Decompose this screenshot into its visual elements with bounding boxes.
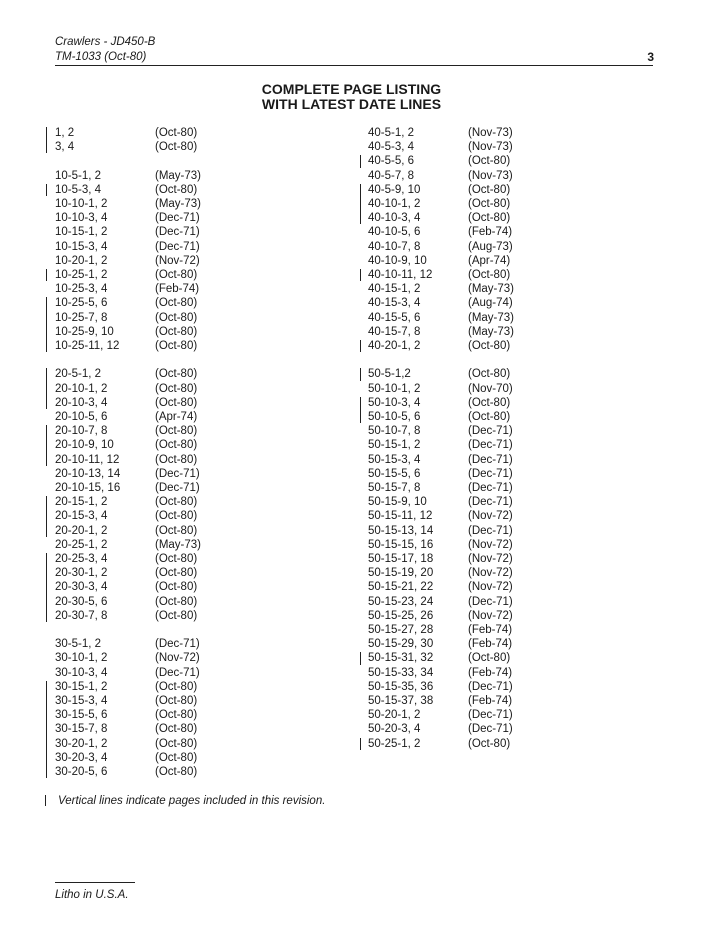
page-ref: 50-5-1,2 — [368, 368, 411, 381]
page-ref: 40-10-5, 6 — [368, 226, 421, 239]
page-ref: 20-30-3, 4 — [55, 581, 108, 594]
page-ref: 50-15-37, 38 — [368, 695, 434, 707]
footnote-revision-bar — [45, 795, 46, 806]
date-line: (Feb-74) — [468, 226, 513, 239]
revision-bar — [46, 425, 47, 466]
page-ref: 50-15-13, 14 — [368, 524, 434, 537]
revision-bar — [46, 681, 47, 778]
page-ref: 50-15-15, 16 — [368, 538, 434, 551]
page-ref: 20-10-5, 6 — [55, 411, 108, 423]
date-line: (Dec-71) — [155, 638, 200, 651]
date-line: (Oct-80) — [155, 553, 198, 565]
date-line: (Nov-72) — [468, 567, 513, 580]
date-line: (Oct-80) — [155, 737, 198, 750]
page-ref: 30-20-1, 2 — [55, 737, 108, 750]
page-ref: 50-15-29, 30 — [368, 638, 434, 651]
date-line: (Dec-71) — [155, 467, 200, 480]
date-line: (May-73) — [468, 283, 515, 296]
page-ref: 40-15-1, 2 — [368, 283, 421, 296]
page-ref: 50-10-7, 8 — [368, 425, 421, 438]
date-line: (May-73) — [468, 325, 515, 338]
footer-rule — [55, 882, 135, 883]
revision-bar — [360, 397, 361, 423]
date-line: (Nov-72) — [155, 652, 200, 665]
date-line: (Oct-80) — [155, 382, 198, 395]
page-ref: 20-30-1, 2 — [55, 567, 108, 580]
page-ref: 50-20-3, 4 — [368, 723, 421, 736]
date-line: (Dec-71) — [468, 496, 513, 509]
page-ref: 20-10-11, 12 — [55, 453, 120, 466]
page-ref: 40-15-7, 8 — [368, 325, 421, 338]
page-ref: 40-15-3, 4 — [368, 297, 421, 310]
page-ref: 20-20-1, 2 — [55, 524, 108, 537]
revision-bar — [360, 340, 361, 352]
page-ref: 40-10-11, 12 — [368, 269, 433, 281]
page-ref: 30-20-5, 6 — [55, 766, 108, 778]
date-line: (Dec-71) — [468, 453, 513, 466]
footer-litho: Litho in U.S.A. — [55, 889, 129, 901]
date-line: (Dec-71) — [468, 709, 513, 722]
page-ref: 30-15-7, 8 — [55, 723, 108, 736]
revision-bar — [360, 368, 361, 380]
date-line: (Oct-80) — [468, 368, 511, 381]
revision-bar — [46, 553, 47, 622]
date-line: (Dec-71) — [468, 482, 513, 494]
date-line: (Oct-80) — [468, 269, 511, 281]
page-ref: 50-15-23, 24 — [368, 595, 434, 608]
page-ref: 50-15-31, 32 — [368, 652, 434, 665]
date-line: (Dec-71) — [155, 482, 200, 494]
revision-bar — [360, 652, 361, 664]
date-line: (Aug-74) — [468, 297, 513, 310]
date-line: (Nov-72) — [468, 538, 513, 551]
page-ref: 10-15-1, 2 — [55, 226, 108, 239]
page-ref: 50-15-17, 18 — [368, 553, 434, 565]
date-line: (Oct-80) — [155, 297, 198, 310]
date-line: (Oct-80) — [155, 425, 198, 438]
date-line: (Feb-74) — [468, 638, 513, 651]
page-ref: 50-15-25, 26 — [368, 609, 434, 622]
date-line: (May-73) — [468, 311, 515, 324]
date-line: (Oct-80) — [155, 127, 198, 139]
page-ref: 30-10-3, 4 — [55, 666, 108, 679]
page-ref: 20-10-1, 2 — [55, 382, 108, 395]
date-line: (Dec-71) — [155, 240, 200, 253]
page-ref: 50-15-7, 8 — [368, 482, 421, 494]
date-line: (Nov-72) — [468, 609, 513, 622]
page-ref: 50-15-9, 10 — [368, 496, 427, 509]
listing-title-line-1: COMPLETE PAGE LISTING — [261, 81, 442, 97]
page-ref: 50-15-11, 12 — [368, 510, 433, 523]
page-ref: 50-15-19, 20 — [368, 567, 434, 580]
date-line: (Oct-80) — [155, 183, 198, 196]
date-line: (Nov-72) — [468, 510, 513, 523]
page-ref: 10-5-3, 4 — [55, 183, 102, 196]
date-line: (Oct-80) — [155, 325, 198, 338]
date-line: (Oct-80) — [155, 524, 198, 537]
page-ref: 20-10-7, 8 — [55, 425, 108, 438]
date-line: (Oct-80) — [155, 311, 198, 324]
revision-bar — [46, 297, 47, 352]
revision-bar — [46, 269, 47, 281]
page-number: 3 — [647, 50, 654, 64]
footnote: Vertical lines indicate pages included in this revision. — [58, 795, 326, 807]
date-line: (Dec-71) — [468, 595, 513, 608]
page-ref: 40-5-7, 8 — [368, 169, 415, 182]
date-line: (Oct-80) — [468, 737, 511, 750]
date-line: (Aug-73) — [468, 240, 513, 253]
page-ref: 20-10-13, 14 — [55, 467, 121, 480]
date-line: (May-73) — [155, 198, 202, 210]
page-ref: 50-10-3, 4 — [368, 396, 421, 409]
page-ref: 50-15-27, 28 — [368, 624, 434, 636]
date-line: (Feb-74) — [155, 283, 200, 296]
date-line: (Nov-70) — [468, 382, 513, 395]
page-ref: 3, 4 — [55, 141, 75, 154]
date-line: (Oct-80) — [155, 269, 198, 281]
revision-bar — [46, 368, 47, 409]
header-manual-id: TM-1033 (Oct-80) — [55, 51, 147, 63]
page-ref: 10-10-1, 2 — [55, 198, 108, 210]
page-ref: 50-20-1, 2 — [368, 709, 421, 722]
page-ref: 30-15-3, 4 — [55, 695, 108, 707]
page-ref: 50-15-5, 6 — [368, 467, 421, 480]
page-ref: 50-25-1, 2 — [368, 737, 421, 750]
page-ref: 20-15-1, 2 — [55, 496, 108, 509]
date-line: (Oct-80) — [155, 368, 198, 381]
page-ref: 30-20-3, 4 — [55, 751, 108, 764]
page-ref: 40-10-3, 4 — [368, 212, 421, 225]
page-ref: 10-25-9, 10 — [55, 325, 114, 338]
date-line: (Oct-80) — [468, 411, 511, 423]
date-line: (Dec-71) — [155, 212, 200, 225]
date-line: (Oct-80) — [468, 212, 511, 225]
page-ref: 50-15-21, 22 — [368, 581, 434, 594]
date-line: (Dec-71) — [468, 425, 513, 438]
date-line: (Oct-80) — [468, 396, 511, 409]
revision-bar — [360, 269, 361, 281]
date-line: (Nov-73) — [468, 127, 513, 139]
page-ref: 10-25-3, 4 — [55, 283, 108, 296]
date-line: (Nov-72) — [155, 254, 200, 267]
page-ref: 40-10-1, 2 — [368, 198, 421, 210]
listing-title-line-2: WITH LATEST DATE LINES — [261, 96, 442, 112]
page-ref: 30-15-1, 2 — [55, 680, 108, 693]
page-ref: 20-10-15, 16 — [55, 482, 121, 494]
header-rule — [55, 65, 653, 66]
date-line: (Oct-80) — [155, 595, 198, 608]
date-line: (Oct-80) — [155, 340, 198, 352]
page-ref: 40-5-3, 4 — [368, 141, 415, 154]
date-line: (Oct-80) — [468, 155, 511, 168]
page-ref: 10-25-7, 8 — [55, 311, 108, 324]
date-line: (Nov-73) — [468, 141, 513, 154]
date-line: (Oct-80) — [155, 695, 198, 707]
page-ref: 40-5-1, 2 — [368, 127, 415, 139]
date-line: (Dec-71) — [468, 723, 513, 736]
date-line: (Dec-71) — [468, 439, 513, 452]
page-ref: 10-25-11, 12 — [55, 340, 120, 352]
page-ref: 40-10-7, 8 — [368, 240, 421, 253]
date-line: (Feb-74) — [468, 695, 513, 707]
date-line: (Nov-72) — [468, 581, 513, 594]
page-ref: 50-15-3, 4 — [368, 453, 421, 466]
revision-bar — [360, 155, 361, 167]
date-line: (Oct-80) — [155, 766, 198, 778]
date-line: (Nov-73) — [468, 169, 513, 182]
date-line: (Oct-80) — [155, 141, 198, 154]
page-ref: 20-25-3, 4 — [55, 553, 108, 565]
page-ref: 40-15-5, 6 — [368, 311, 421, 324]
page-ref: 20-5-1, 2 — [55, 368, 102, 381]
date-line: (Oct-80) — [155, 609, 198, 622]
date-line: (Dec-71) — [155, 666, 200, 679]
revision-bar — [46, 496, 47, 537]
page-ref: 30-5-1, 2 — [55, 638, 102, 651]
page-ref: 20-30-5, 6 — [55, 595, 108, 608]
date-line: (Oct-80) — [155, 567, 198, 580]
page-ref: 50-10-1, 2 — [368, 382, 421, 395]
date-line: (Oct-80) — [468, 198, 511, 210]
header-title: Crawlers - JD450-B — [55, 36, 156, 48]
page-ref: 50-10-5, 6 — [368, 411, 421, 423]
date-line: (Oct-80) — [468, 652, 511, 665]
date-line: (Dec-71) — [155, 226, 200, 239]
revision-bar — [360, 738, 361, 750]
date-line: (Oct-80) — [468, 340, 511, 352]
page-ref: 50-15-33, 34 — [368, 666, 434, 679]
date-line: (Dec-71) — [468, 467, 513, 480]
page-ref: 30-10-1, 2 — [55, 652, 108, 665]
date-line: (Dec-71) — [468, 524, 513, 537]
page-ref: 10-25-5, 6 — [55, 297, 108, 310]
page-ref: 10-10-3, 4 — [55, 212, 108, 225]
date-line: (Nov-72) — [468, 553, 513, 565]
page-ref: 40-10-9, 10 — [368, 254, 427, 267]
date-line: (Apr-74) — [155, 411, 198, 423]
page-ref: 20-10-9, 10 — [55, 439, 114, 452]
date-line: (Oct-80) — [155, 496, 198, 509]
page-ref: 50-15-35, 36 — [368, 680, 434, 693]
date-line: (Oct-80) — [155, 453, 198, 466]
date-line: (Oct-80) — [155, 723, 198, 736]
revision-bar — [46, 127, 47, 153]
page-ref: 30-15-5, 6 — [55, 709, 108, 722]
date-line: (May-73) — [155, 169, 202, 182]
page-ref: 10-5-1, 2 — [55, 169, 102, 182]
date-line: (Oct-80) — [155, 751, 198, 764]
date-line: (Apr-74) — [468, 254, 511, 267]
date-line: (Oct-80) — [155, 680, 198, 693]
date-line: (Oct-80) — [155, 709, 198, 722]
date-line: (Oct-80) — [155, 581, 198, 594]
page-ref: 50-15-1, 2 — [368, 439, 421, 452]
page-ref: 10-15-3, 4 — [55, 240, 108, 253]
date-line: (Feb-74) — [468, 624, 513, 636]
page-ref: 20-15-3, 4 — [55, 510, 108, 523]
revision-bar — [360, 184, 361, 225]
page-ref: 40-5-9, 10 — [368, 183, 421, 196]
date-line: (Oct-80) — [155, 510, 198, 523]
date-line: (Oct-80) — [468, 183, 511, 196]
date-line: (Dec-71) — [468, 680, 513, 693]
page-ref: 10-25-1, 2 — [55, 269, 108, 281]
page-ref: 10-20-1, 2 — [55, 254, 108, 267]
page-ref: 40-5-5, 6 — [368, 155, 415, 168]
page-ref: 1, 2 — [55, 127, 75, 139]
date-line: (May-73) — [155, 538, 202, 551]
page-ref: 20-10-3, 4 — [55, 396, 108, 409]
page-ref: 40-20-1, 2 — [368, 340, 421, 352]
page-ref: 20-25-1, 2 — [55, 538, 108, 551]
date-line: (Oct-80) — [155, 439, 198, 452]
date-line: (Feb-74) — [468, 666, 513, 679]
page-ref: 20-30-7, 8 — [55, 609, 108, 622]
date-line: (Oct-80) — [155, 396, 198, 409]
revision-bar — [46, 184, 47, 196]
